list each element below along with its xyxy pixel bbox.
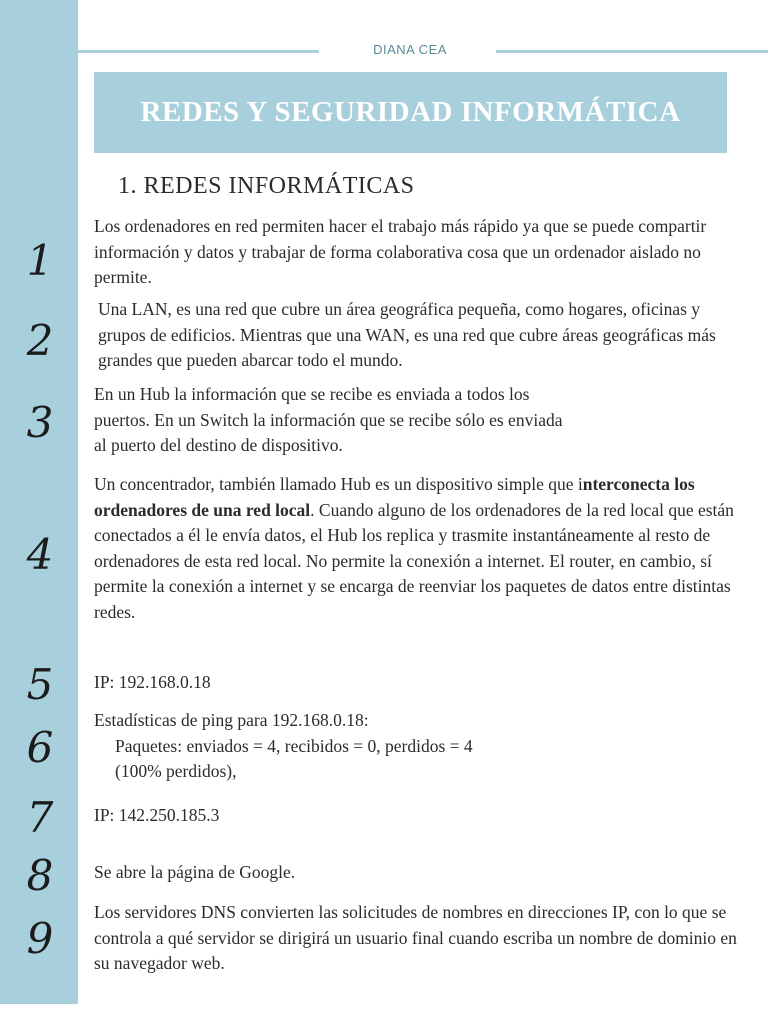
paragraph-4-text bbox=[94, 472, 750, 625]
paragraph-2 bbox=[98, 297, 744, 374]
paragraph-4 bbox=[94, 472, 750, 625]
number-9: 9 bbox=[26, 914, 54, 963]
paragraph-3-line-3: al puerto del destino de dispositivo. bbox=[94, 435, 343, 455]
ping-stats-loss: (100% perdidos), bbox=[115, 761, 237, 781]
header-rule-right bbox=[496, 50, 768, 53]
number-1: 1 bbox=[26, 236, 54, 285]
paragraph-8 bbox=[94, 860, 744, 886]
paragraph-6 bbox=[94, 708, 744, 785]
number-3: 3 bbox=[26, 398, 54, 447]
paragraph-2-text: Una LAN, es una red que cubre un área geográfica pequeña, como hogares, oficinas y grupos de edificios. Mientras que una WAN, es una red que cubre áreas geográficas más grandes que pueden abarcar todo el mundo. bbox=[98, 299, 716, 370]
paragraph-4-emphasis: nterconecta los ordenadores de una red local bbox=[94, 474, 695, 520]
ip-address-2: IP: 142.250.185.3 bbox=[94, 805, 220, 825]
header-rule-left bbox=[78, 50, 319, 53]
number-2: 2 bbox=[26, 316, 54, 365]
document-title: REDES Y SEGURIDAD INFORMÁTICA bbox=[140, 96, 681, 128]
title-banner bbox=[94, 72, 727, 153]
author-name: DIANA CEA bbox=[373, 42, 447, 57]
paragraph-1-text: Los ordenadores en red permiten hacer el trabajo más rápido ya que se puede compartir información y datos y trabajar de forma colaborativa cosa que un ordenador aislado no permite. bbox=[94, 216, 707, 287]
section-title: 1. REDES INFORMÁTICAS bbox=[118, 173, 415, 199]
paragraph-8-text: Se abre la página de Google. bbox=[94, 862, 296, 882]
paragraph-3-line-2: puertos. En un Switch la información que se recibe sólo es enviada bbox=[94, 409, 563, 430]
ping-stats-heading: Estadísticas de ping para 192.168.0.18: bbox=[94, 710, 369, 730]
ping-stats-packets: Paquetes: enviados = 4, recibidos = 0, perdidos = 4 bbox=[115, 735, 473, 756]
paragraph-9 bbox=[94, 900, 750, 977]
ip-address-1: IP: 192.168.0.18 bbox=[94, 672, 211, 692]
number-6: 6 bbox=[26, 723, 54, 772]
paragraph-1 bbox=[94, 214, 744, 291]
number-8: 8 bbox=[26, 851, 54, 900]
number-5: 5 bbox=[26, 660, 54, 709]
paragraph-9-text: Los servidores DNS convierten las solicitudes de nombres en direcciones IP, con lo que se controla a qué servidor se dirigirá un usuario final cuando escriba un nombre de dominio en su navegador web. bbox=[94, 902, 737, 973]
paragraph-5 bbox=[94, 670, 744, 696]
paragraph-4-end: . Cuando alguno de los ordenadores de la red local que están conectados a él le envía datos, el Hub los replica y trasmite instantáneamente al resto de ordenadores de esta red local. No permite la conexión a internet. El router, en cambio, sí permite la conexión a internet y se encarga de reenviar los paquetes de datos entre distintas redes. bbox=[94, 499, 734, 622]
paragraph-3-line-1: En un Hub la información que se recibe es enviada a todos los bbox=[94, 384, 530, 404]
paragraph-7 bbox=[94, 803, 744, 829]
number-4: 4 bbox=[26, 530, 54, 579]
number-7: 7 bbox=[26, 793, 54, 842]
paragraph-3 bbox=[94, 382, 744, 459]
paragraph-4-start: Un concentrador, también llamado Hub es un dispositivo simple que i bbox=[94, 474, 583, 494]
